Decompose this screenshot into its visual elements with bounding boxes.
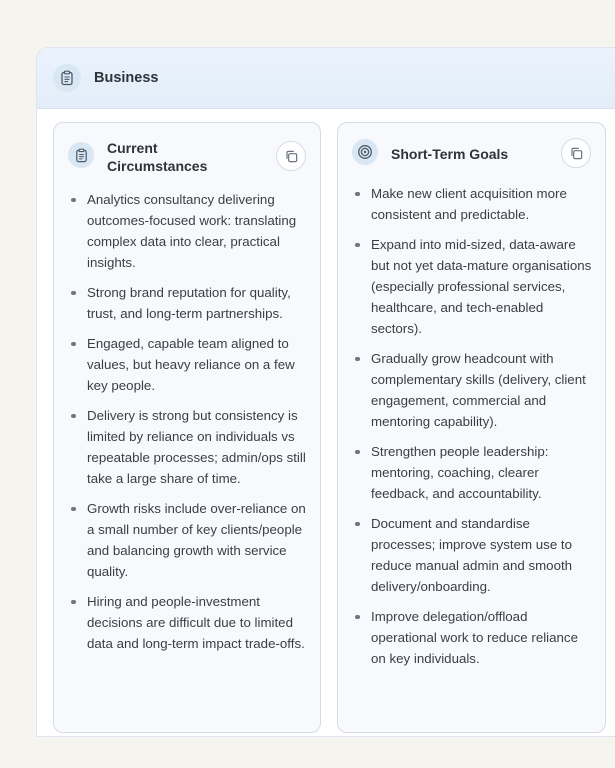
- current-circumstances-list: [54, 189, 320, 654]
- list-item: Growth risks include over-reliance on a small number of key clients/people and balancing growth with service quality.: [87, 498, 308, 582]
- target-icon: [352, 139, 378, 165]
- card-header: [338, 123, 605, 185]
- list-item: Expand into mid-sized, data-aware but not yet data-mature organisations (especially professional services, healthcare, and tech-enabled sectors).: [371, 234, 593, 339]
- clipboard-icon: [53, 64, 81, 92]
- list-item: Strengthen people leadership: mentoring, coaching, clearer feedback, and accountability.: [371, 441, 593, 504]
- panel-header: [37, 48, 615, 109]
- section-title: Business: [94, 70, 159, 86]
- card-title: Short-Term Goals: [391, 146, 509, 162]
- list-item: Make new client acquisition more consistent and predictable.: [371, 183, 593, 225]
- list-item: Hiring and people-investment decisions are difficult due to limited data and long-term impact trade-offs.: [87, 591, 308, 654]
- list-item: Strong brand reputation for quality, trust, and long-term partnerships.: [87, 282, 308, 324]
- current-circumstances-card: [53, 122, 321, 733]
- list-item: Gradually grow headcount with complementary skills (delivery, client engagement, commercial and mentoring capability).: [371, 348, 593, 432]
- list-item: Engaged, capable team aligned to values, but heavy reliance on a few key people.: [87, 333, 308, 396]
- copy-icon: [284, 149, 299, 164]
- business-panel: [36, 47, 615, 737]
- copy-button[interactable]: [561, 138, 591, 168]
- list-item: Delivery is strong but consistency is limited by reliance on individuals vs repeatable processes; admin/ops still take a large share of time.: [87, 405, 308, 489]
- short-term-goals-list: [338, 183, 605, 669]
- list-item: Improve delegation/offload operational work to reduce reliance on key individuals.: [371, 606, 593, 669]
- clipboard-icon: [68, 142, 94, 168]
- list-item: Analytics consultancy delivering outcomes-focused work: translating complex data into clear, practical insights.: [87, 189, 308, 273]
- card-header: [54, 123, 320, 185]
- copy-icon: [569, 146, 584, 161]
- copy-button[interactable]: [276, 141, 306, 171]
- card-title-line2: Circumstances: [107, 158, 208, 174]
- card-title-line1: Current: [107, 140, 158, 156]
- short-term-goals-card: [337, 122, 606, 733]
- card-title: [107, 139, 207, 175]
- list-item: Document and standardise processes; improve system use to reduce manual admin and smooth delivery/onboarding.: [371, 513, 593, 597]
